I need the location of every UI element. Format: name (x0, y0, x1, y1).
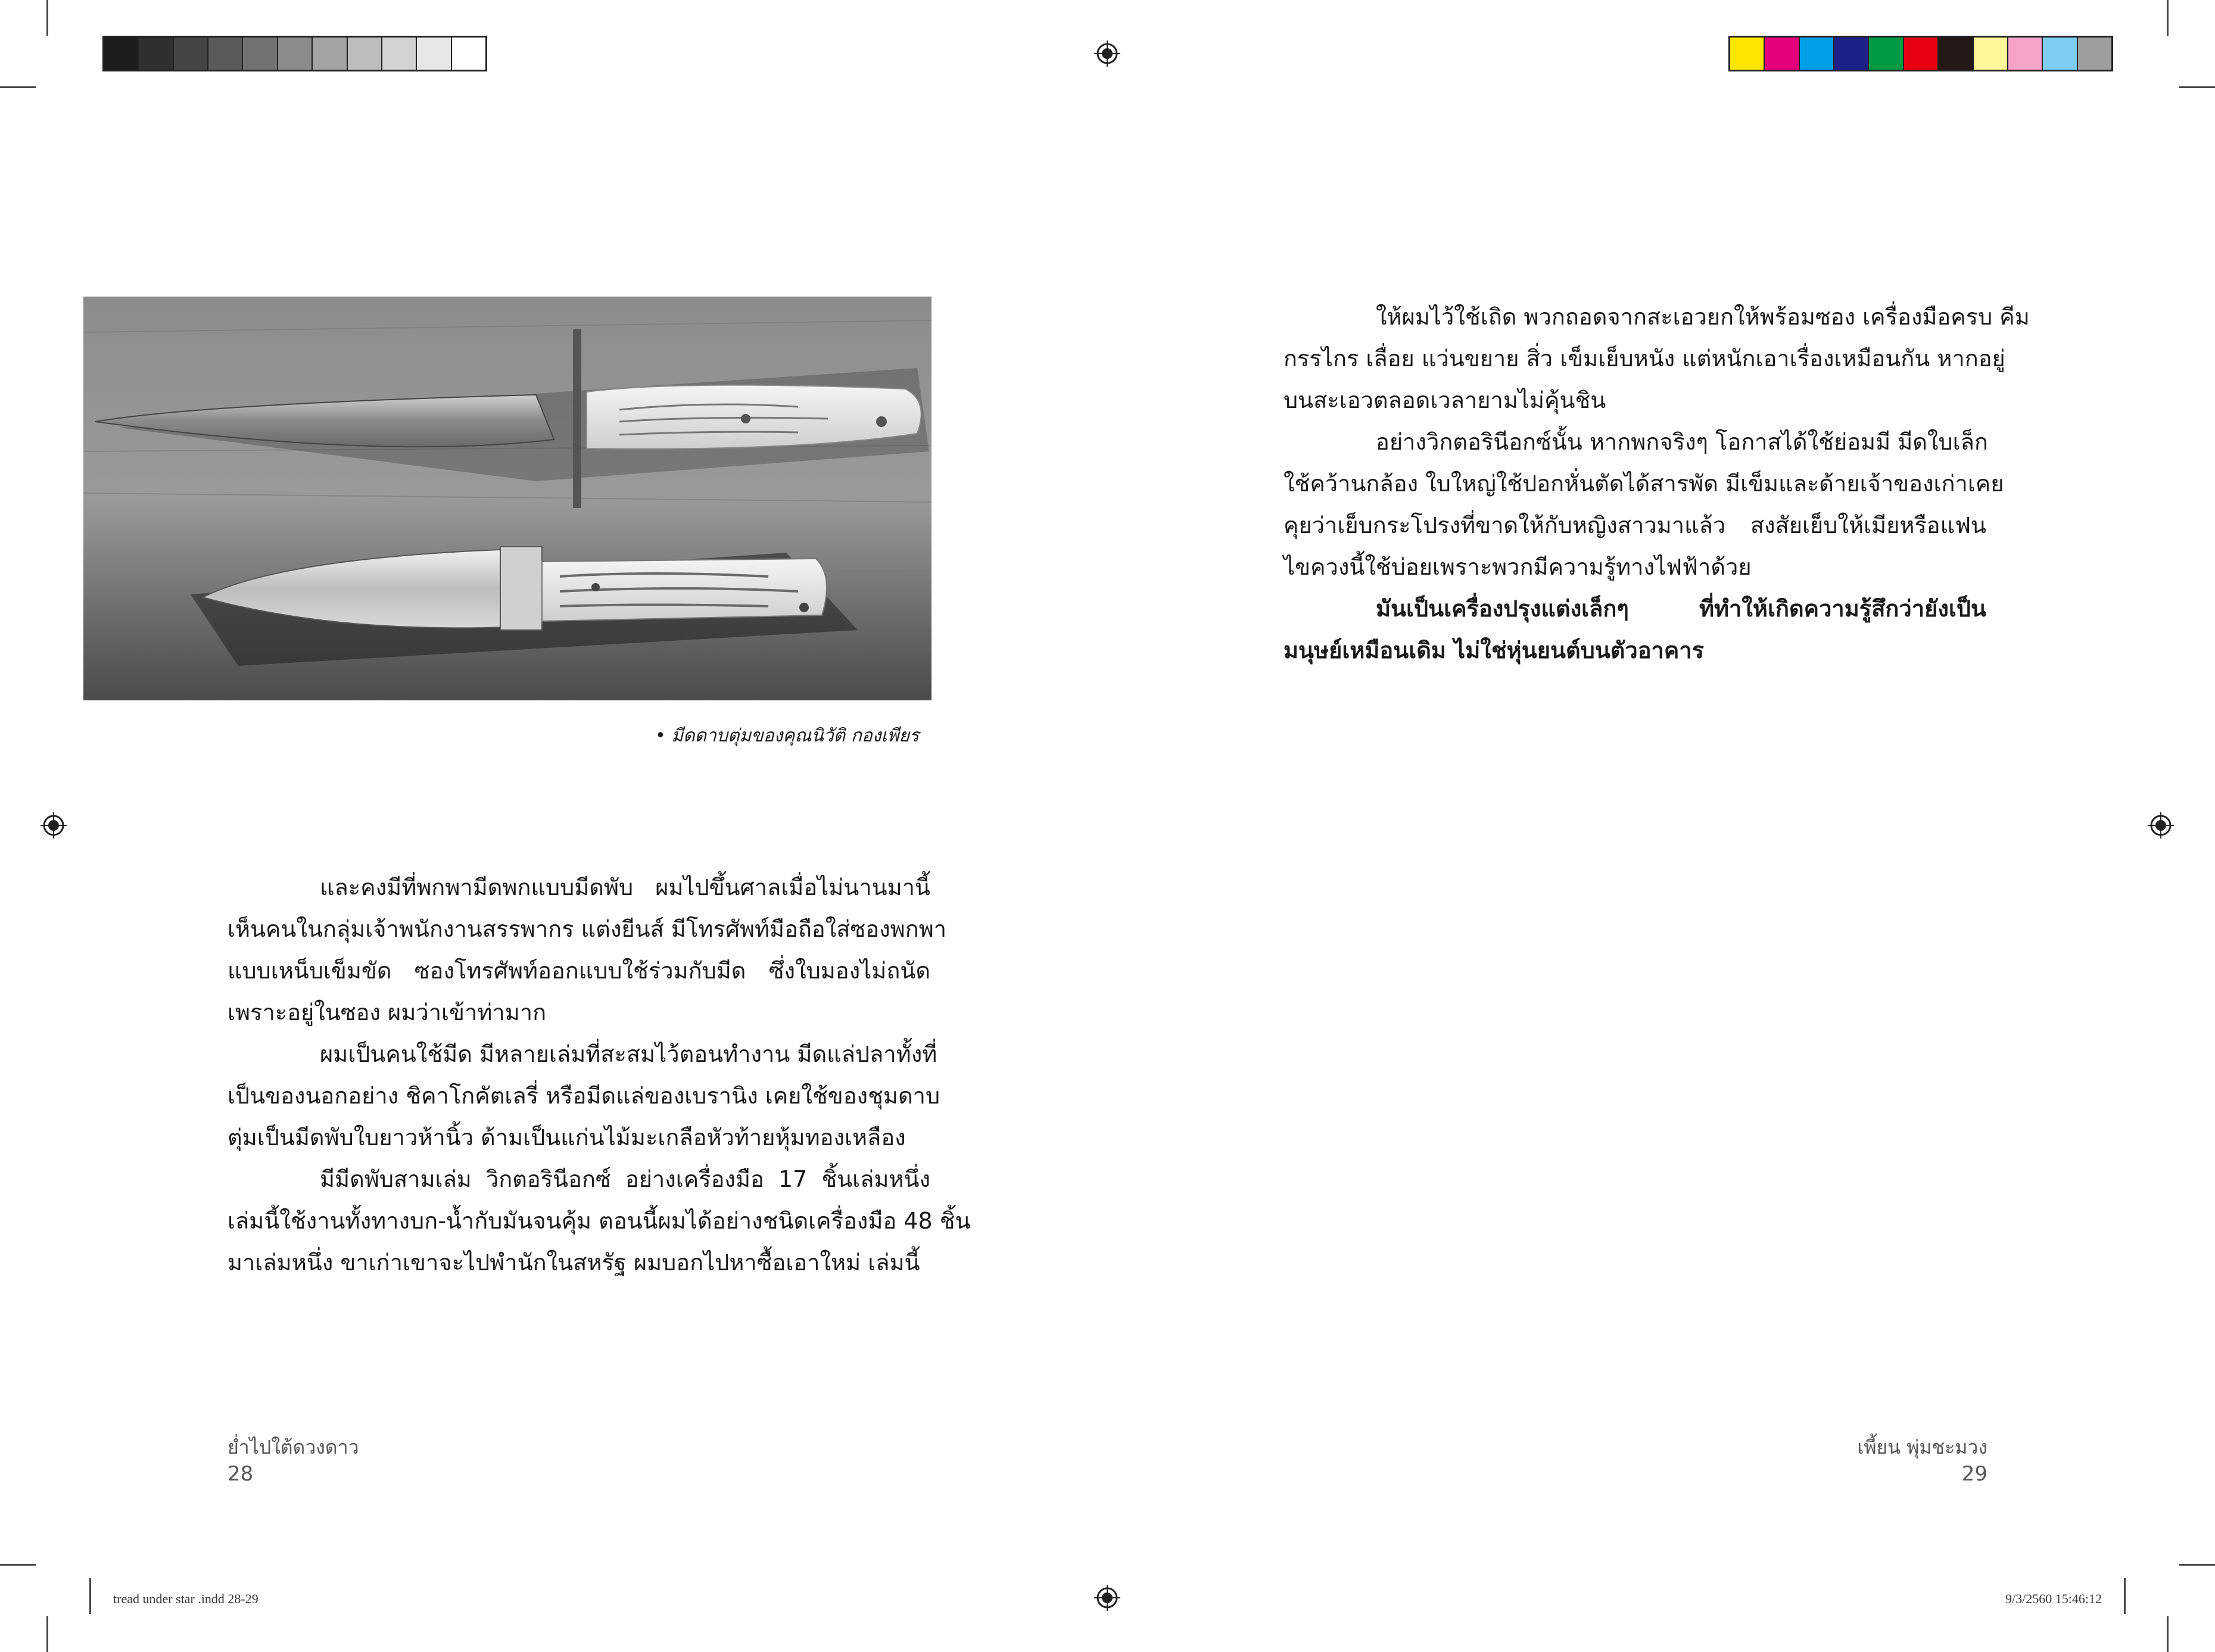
text-line: และคงมีที่พกพามีดพกแบบมีดพับ ผมไปขึ้นศาลเมื่อไม่นานมานี้ (320, 874, 930, 900)
gray-bar-swatch (139, 38, 173, 70)
slug-timestamp: 9/3/2560 15:46:12 (2005, 1591, 2102, 1606)
knives-photo (83, 297, 932, 700)
crop-mark (2179, 1564, 2215, 1566)
gray-bar-swatch (348, 38, 382, 70)
color-bar-swatch (1939, 38, 1973, 70)
text-line: เห็นคนในกลุ่มเจ้าพนักงานสรรพากร แต่งยีนส์ มีโทรศัพท์มือถือใส่ซองพกพา (228, 916, 947, 942)
text-line: มีมีดพับสามเล่ม วิกตอรินีอกซ์ อย่างเครื่องมือ 17 ชิ้นเล่มหนึ่ง (320, 1166, 930, 1192)
text-line: มันเป็นเครื่องปรุงแต่งเล็กๆ ที่ทำให้เกิดความรู้สึกว่ายังเป็น (1376, 596, 1986, 622)
registration-mark-icon (41, 812, 67, 839)
crop-mark (2167, 0, 2169, 36)
text-line: ใช้คว้านกล้อง ใบใหญ่ใช้ปอกหั่นตัดได้สารพัด มีเข็มและด้ายเจ้าของเก่าเคย (1283, 470, 2004, 497)
crop-mark (46, 1616, 48, 1652)
gray-bar-swatch (243, 38, 278, 70)
text-line: ให้ผมไว้ใช้เถิด พวกถอดจากสะเอวยกให้พร้อมซอง เครื่องมือครบ คีม (1376, 304, 2030, 330)
text-line: แบบเหน็บเข็มขัด ซองโทรศัพท์ออกแบบใช้ร่วมกับมีด ซึ่งใบมองไม่ถนัด (228, 958, 930, 984)
gray-calibration-bar (102, 36, 487, 71)
text-line: กรรไกร เลื่อย แว่นขยาย สิ่ว เข็มเย็บหนัง แต่หนักเอาเรื่องเหมือนกัน หากอยู่ (1283, 345, 2005, 372)
color-bar-swatch (1765, 38, 1799, 70)
crop-mark (0, 1564, 36, 1566)
registration-mark-icon (2148, 812, 2174, 839)
text-line: เล่มนี้ใช้งานทั้งทางบก-น้ำกับมันจนคุ้ม ตอนนี้ผมได้อย่างชนิดเครื่องมือ 48 ชิ้น (228, 1208, 971, 1234)
text-line: อย่างวิกตอรินีอกซ์นั้น หากพกจริงๆ โอกาสได้ใช้ย่อมมี มีดใบเล็ก (1376, 429, 1988, 455)
crop-mark (2167, 1616, 2169, 1652)
crop-mark (0, 86, 36, 88)
page-number-right: 29 (1961, 1462, 1987, 1486)
color-bar-swatch (1869, 38, 1904, 70)
text-line: มาเล่มหนึ่ง ขาเก่าเขาจะไปพำนักในสหรัฐ ผมบอกไปหาซื้อเอาใหม่ เล่มนี้ (228, 1249, 920, 1276)
knives-illustration (83, 297, 932, 700)
gray-bar-swatch (452, 38, 485, 70)
gray-bar-swatch (208, 38, 243, 70)
color-bar-swatch (1834, 38, 1869, 70)
text-line: คุยว่าเย็บกระโปรงที่ขาดให้กับหญิงสาวมาแล้ว สงสัยเย็บให้เมียหรือแฟน (1283, 512, 1986, 538)
right-page-body (1283, 296, 2030, 671)
color-calibration-bar (1728, 36, 2113, 71)
text-line: มนุษย์เหมือนเดิม ไม่ใช่หุ่นยนต์บนตัวอาคาร (1283, 637, 1705, 663)
gray-bar-swatch (104, 38, 139, 70)
registration-mark-icon (1094, 40, 1120, 67)
color-bar-swatch (1974, 38, 2008, 70)
crop-mark (2124, 1578, 2126, 1614)
gray-bar-swatch (382, 38, 417, 70)
color-bar-swatch (1904, 38, 1939, 70)
crop-mark (46, 0, 48, 36)
gray-bar-swatch (174, 38, 208, 70)
text-line: เป็นของนอกอย่าง ชิคาโกคัตเลรี่ หรือมีดแล่ของเบรานิง เคยใช้ของชุมดาบ (228, 1083, 940, 1109)
text-line: ตุ่มเป็นมีดพับใบยาวห้านิ้ว ด้ามเป็นแก่นไม้มะเกลือหัวท้ายหุ้มทองเหลือง (228, 1124, 906, 1151)
photo-caption: • มีดดาบตุ่มของคุณนิวัติ กองเพียร (655, 725, 920, 746)
left-page-body (228, 866, 971, 1283)
text-line: ผมเป็นคนใช้มีด มีหลายเล่มที่สะสมไว้ตอนทำงาน มีดแล่ปลาทั้งที่ (320, 1041, 937, 1067)
book-title-runner: ย่ำไปใต้ดวงดาว (228, 1436, 359, 1458)
gray-bar-swatch (278, 38, 313, 70)
crop-mark (89, 1578, 91, 1614)
author-runner: เพี้ยน พุ่มชะมวง (1857, 1436, 1987, 1458)
gray-bar-swatch (417, 38, 451, 70)
color-bar-swatch (2008, 38, 2043, 70)
color-bar-swatch (1800, 38, 1834, 70)
color-bar-swatch (1730, 38, 1765, 70)
text-line: เพราะอยู่ในซอง ผมว่าเข้าท่ามาก (228, 999, 547, 1026)
crop-mark (2179, 86, 2215, 88)
color-bar-swatch (2078, 38, 2111, 70)
gray-bar-swatch (313, 38, 347, 70)
page-number-left: 28 (228, 1462, 254, 1486)
slug-file-name: tread under star .indd 28-29 (113, 1591, 258, 1606)
text-line: ไขควงนี้ใช้บ่อยเพราะพวกมีความรู้ทางไฟฟ้าด้วย (1283, 554, 1752, 580)
registration-mark-icon (1094, 1585, 1120, 1611)
color-bar-swatch (2043, 38, 2077, 70)
text-line: บนสะเอวตลอดเวลายามไม่คุ้นชิน (1283, 387, 1606, 413)
